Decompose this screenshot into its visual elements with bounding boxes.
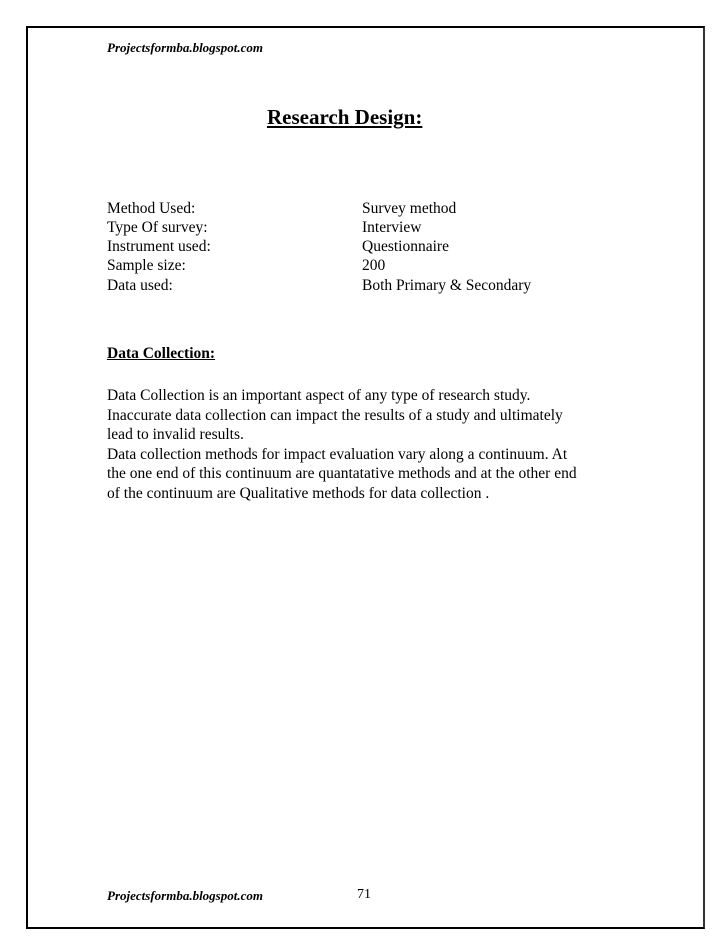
design-row: [107, 200, 457, 220]
row-label: Method Used:: [107, 200, 196, 217]
row-label: Data used:: [107, 277, 173, 294]
row-value: Questionnaire: [362, 238, 449, 255]
footer-site: Projectsformba.blogspot.com: [107, 888, 263, 903]
paragraph-line: Data Collection is an important aspect of any type of research study.: [107, 387, 531, 404]
row-label: Sample size:: [107, 257, 186, 274]
design-row: [107, 257, 386, 277]
page-title: Research Design:: [267, 105, 423, 129]
page-number: 71: [357, 887, 371, 902]
design-row: [107, 219, 422, 239]
section-heading: Data Collection:: [107, 345, 216, 362]
paragraph-line: Data collection methods for impact evaluation vary along a continuum. At: [107, 445, 568, 463]
row-value: Both Primary & Secondary: [362, 277, 532, 294]
design-row: [107, 238, 449, 258]
paragraph-line: of the continuum are Qualitative methods for data collection .: [107, 484, 490, 502]
page-header: Projectsformba.blogspot.com: [107, 40, 263, 55]
row-value: 200: [362, 257, 386, 274]
body-paragraph: [107, 386, 577, 503]
paragraph-line: Inaccurate data collection can impact the results of a study and ultimately: [107, 406, 563, 424]
row-label: Type Of survey:: [107, 219, 208, 236]
design-row: [107, 277, 532, 297]
row-value: Survey method: [362, 200, 457, 217]
row-value: Interview: [362, 219, 422, 236]
paragraph-line: lead to invalid results.: [107, 426, 244, 443]
paragraph-line: the one end of this continuum are quantatative methods and at the other end: [107, 465, 577, 482]
row-label: Instrument used:: [107, 238, 211, 255]
